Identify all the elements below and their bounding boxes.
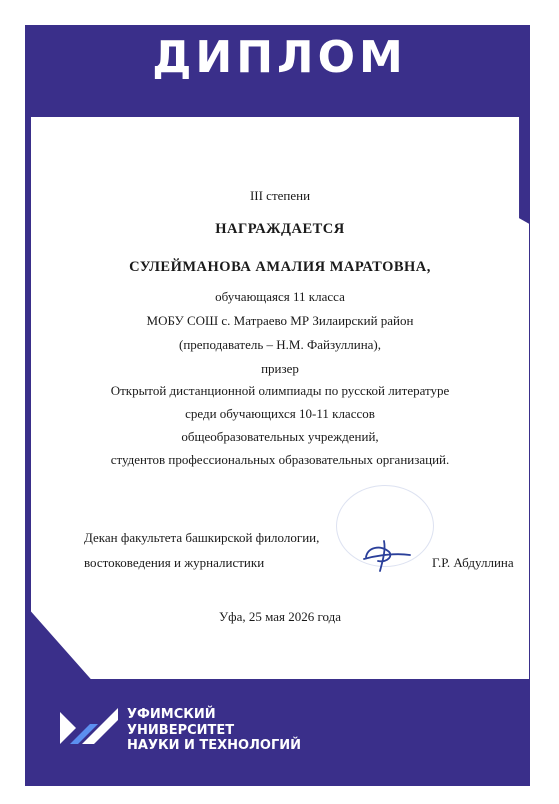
degree-text: III степени bbox=[249, 188, 311, 203]
body-line: МОБУ СОШ с. Матраево МР Зилаирский район bbox=[146, 313, 414, 328]
body-line: Открытой дистанционной олимпиады по русской литературе bbox=[110, 383, 450, 398]
university-name-line2: УНИВЕРСИТЕТ bbox=[127, 722, 235, 738]
place-date: Уфа, 25 мая 2026 года bbox=[218, 609, 342, 624]
university-name-line1: УФИМСКИЙ bbox=[127, 707, 216, 722]
diploma-heading: ДИПЛОМ bbox=[152, 32, 407, 83]
signatory-title-line1: Декан факультета башкирской филологии, bbox=[84, 530, 320, 545]
recipient-name: СУЛЕЙМАНОВА АМАЛИЯ МАРАТОВНА, bbox=[129, 259, 431, 275]
body-line: (преподаватель – Н.М. Файзуллина), bbox=[178, 337, 381, 352]
signatory-title-line2: востоковедения и журналистики bbox=[84, 555, 265, 570]
body-line: студентов профессиональных образовательных организаций. bbox=[110, 452, 450, 467]
awarded-text: НАГРАЖДАЕТСЯ bbox=[215, 221, 345, 237]
signatory-name: Г.Р. Абдуллина bbox=[432, 555, 514, 570]
body-line: среди обучающихся 10-11 классов bbox=[185, 406, 375, 421]
university-name-line3: НАУКИ И ТЕХНОЛОГИЙ bbox=[127, 738, 301, 753]
body-line: обучающаяся 11 класса bbox=[215, 289, 345, 304]
handwritten-signature bbox=[358, 537, 414, 573]
university-logo-icon bbox=[60, 706, 120, 746]
university-name bbox=[127, 707, 301, 754]
body-line: призер bbox=[261, 361, 299, 376]
body-line: общеобразовательных учреждений, bbox=[181, 429, 379, 444]
